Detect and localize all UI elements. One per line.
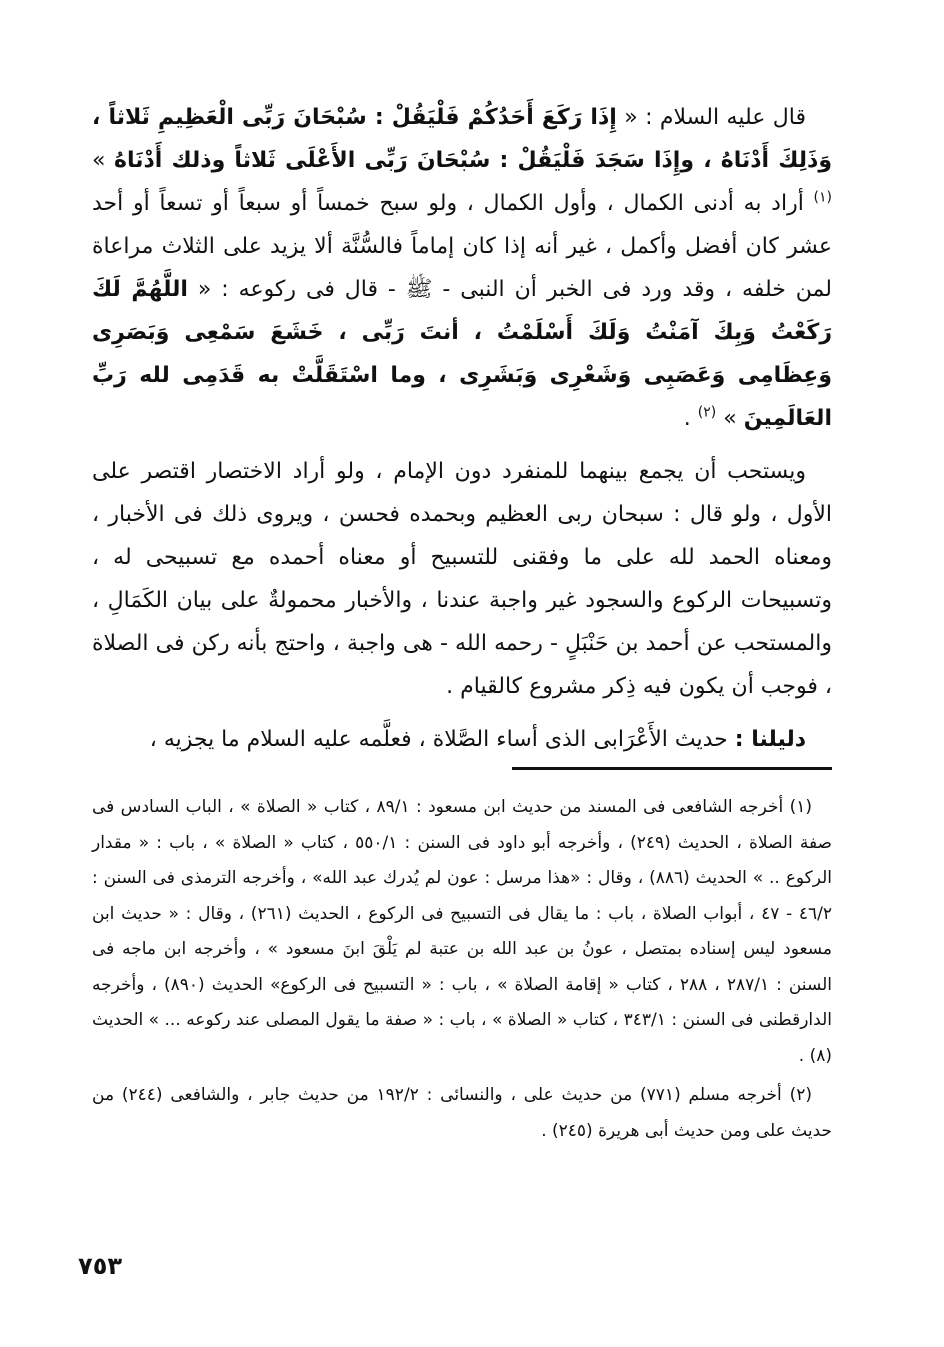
footnote-1: (١) أخرجه الشافعى فى المسند من حديث ابن مسعود : ٨٩/١ ، كتاب « الصلاة » ، الباب السادس فى صفة الصلاة ، الحديث (٢٤٩) ، وأخرجه أبو داود فى السنن : ٥٥٠/١ ، كتاب « الصلاة » ، باب : « مقدار الركوع .. » الحديث (٨٨٦) ، وقال : «هذا مرسل : عون لم يُدرك عبد الله» ، وأخرجه الترمذى فى السنن : ٤٦/٢ - ٤٧ ، أبواب الصلاة ، باب : ما يقال فى التسبيح فى الركوع ، الحديث (٢٦١) ، وقال : « حديث ابن مسعود ليس إسناده بمتصل ، عونُ بن عبد الله بن عتبة لم يَلْقَ ابنَ مسعود » ، وأخرجه ابن ماجه فى السنن : ٢٨٧/١ ، ٢٨٨ ، كتاب « إقامة الصلاة » ، باب : « التسبيح فى الركوع» الحديث (٨٩٠) ، وأخرجه الدارقطنى فى السنن : ٣٤٣/١ ، كتاب « الصلاة » ، باب : « صفة ما يقول المصلى عند ركوعه ... » الحديث (٨) . bbox=[92, 797, 833, 1066]
paragraph-3-text: حديث الأَعْرَابى الذى أساء الصَّلاة ، فعلَّمه عليه السلام ما يجزيه ، bbox=[149, 727, 728, 752]
quote-close-1: » bbox=[92, 148, 106, 173]
footnote-ref-1: (١) bbox=[813, 189, 832, 206]
page-number: ٧٥٣ bbox=[78, 1252, 122, 1280]
main-text-body bbox=[92, 96, 832, 761]
footnotes-section bbox=[92, 790, 832, 1149]
paragraph-3-lead: دليلنا : bbox=[734, 727, 806, 752]
hadith-quote-2: اللَّهُمَّ لَكَ رَكَعْتُ وَبِكَ آمَنْتُ وَلَكَ أَسْلَمْتُ ، أنتَ رَبِّى ، خَشَعَ سَمْعِى وَبَصَرِى وَعِظَامِى وَعَصَبِى وَشَعْرِى وَبَشَرِى ، وما اسْتَقَلَّتْ به قَدَمِى لله رَبِّ العَالَمِينَ bbox=[92, 277, 832, 431]
hadith-quote-1: إِذَا رَكَعَ أَحَدُكُمْ فَلْيَقُلْ : سُبْحَانَ رَبِّى الْعَظِيمِ ثَلاثاً ، وَذَلِكَ أَدْنَاهُ ، وإِذَا سَجَدَ فَلْيَقُلْ : سُبْحَانَ رَبِّى الأَعْلَى ثَلاثاً وذلك أَدْنَاهُ bbox=[92, 105, 832, 173]
paragraph-1-rest: أراد به أدنى الكمال ، وأول الكمال ، ولو سبح خمساً أو سبعاً أو تسعاً أو أحد عشر كان أفضل وأكمل ، غير أنه إذا كان إماماً فالسُّنَّة ألا يزيد على الثلاث مراعاة لمن خلفه ، وقد ورد فى الخبر أن النبى - ﷺ - قال فى ركوعه : « bbox=[92, 191, 832, 302]
paragraph-1-end: . bbox=[683, 406, 691, 431]
footnote-ref-2: (٢) bbox=[697, 404, 717, 421]
footnote-divider bbox=[512, 767, 832, 770]
paragraph-3 bbox=[92, 718, 832, 761]
paragraph-1-intro: قال عليه السلام : « bbox=[624, 105, 806, 130]
paragraph-1 bbox=[92, 96, 832, 440]
quote-close-2: » bbox=[723, 406, 737, 431]
paragraph-2: ويستحب أن يجمع بينهما للمنفرد دون الإمام ، ولو أراد الاختصار اقتصر على الأول ، ولو قال : سبحان ربى العظيم وبحمده فحسن ، ويروى ذلك فى الأخبار ، ومعناه الحمد لله على ما وفقنى للتسبيح أو معناه أحمده مع تسبيحى له ، وتسبيحات الركوع والسجود غير واجبة عندنا ، والأخبار محمولةٌ على بيان الكَمَالِ ، والمستحب عن أحمد بن حَنْبَلٍ - رحمه الله - هى واجبة ، واحتج بأنه ركن فى الصلاة ، فوجب أن يكون فيه ذِكر مشروع كالقيام . bbox=[92, 459, 832, 699]
footnote-2: (٢) أخرجه مسلم (٧٧١) من حديث على ، والنسائى : ١٩٢/٢ من حديث جابر ، والشافعى (٢٤٤) من حديث على ومن حديث أبى هريرة (٢٤٥) . bbox=[92, 1085, 832, 1141]
